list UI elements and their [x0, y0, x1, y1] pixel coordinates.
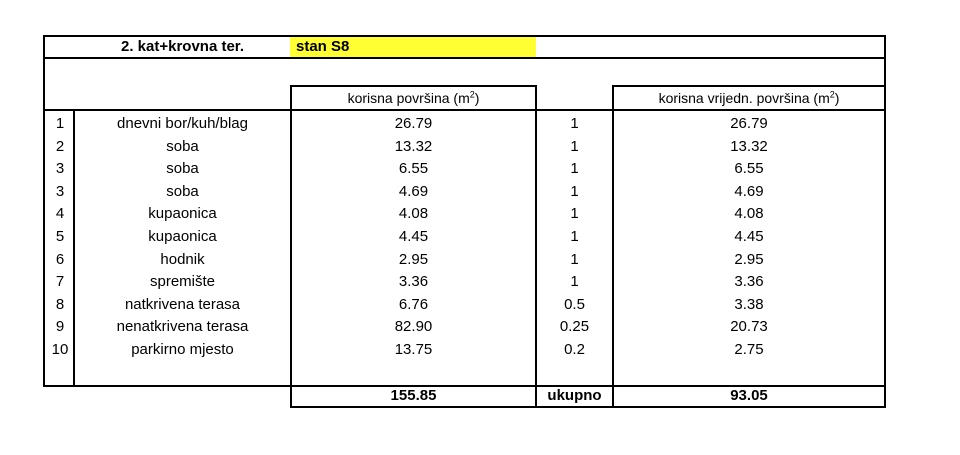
room-coefficient: 1 [570, 137, 579, 155]
unit-label: stan S8 [296, 38, 350, 55]
frame-body-bottom [43, 385, 292, 387]
room-value-area: 3.36 [734, 273, 764, 291]
value-area-column-header: korisna vrijedn. površina $(m^2)$ [658, 89, 840, 106]
row-number: 3 [55, 160, 65, 178]
room-coefficient: 1 [570, 228, 579, 245]
room-value-area: 2.75 [734, 341, 764, 358]
area-column-header: korisna površina $(m^2)$ [347, 89, 480, 106]
room-area: 4.45 [398, 228, 429, 245]
room-value-area: 26.79 [730, 115, 768, 132]
room-name: spremište [149, 273, 216, 291]
row-number: 5 [55, 228, 65, 245]
room-value-area: 3.38 [734, 295, 764, 313]
room-coefficient: 0.5 [564, 295, 585, 313]
room-value-area: 4.45 [734, 228, 764, 245]
frame-right [884, 35, 886, 408]
room-name: soba [166, 137, 199, 155]
room-value-area: 20.73 [730, 318, 768, 336]
room-coefficient: 0.2 [564, 341, 585, 358]
row-number: 1 [55, 115, 65, 132]
room-name: soba [166, 160, 199, 178]
room-value-area: 2.95 [734, 250, 764, 268]
room-value-area: 4.08 [734, 205, 764, 223]
room-area: 2.95 [398, 250, 429, 268]
room-coefficient: 0.25 [559, 318, 590, 336]
room-area: 26.79 [394, 115, 433, 132]
room-name: nenatkrivena terasa [116, 318, 249, 336]
room-area: 4.69 [398, 182, 429, 200]
frame-left [43, 35, 45, 385]
row-number: 2 [55, 137, 65, 155]
room-coefficient: 1 [570, 205, 579, 223]
room-area: 6.55 [398, 160, 429, 178]
room-name: kupaonica [148, 205, 217, 223]
area-total: 155.85 [390, 387, 437, 404]
room-name: kupaonica [148, 228, 217, 245]
room-area: 13.32 [394, 137, 433, 155]
floor-label: 2. kat+krovna ter. [121, 38, 244, 55]
room-value-area: 13.32 [730, 137, 768, 155]
value-area-total: 93.05 [730, 387, 768, 404]
room-value-area: 6.55 [734, 160, 764, 178]
row-number: 9 [55, 318, 65, 336]
row-number: 6 [55, 250, 65, 268]
room-name: natkrivena terasa [124, 295, 241, 313]
room-coefficient: 1 [570, 182, 579, 200]
room-name: dnevni bor/kuh/blag [117, 115, 248, 132]
room-coefficient: 1 [570, 273, 579, 291]
row-number: 8 [55, 295, 65, 313]
room-area: 82.90 [394, 318, 433, 336]
totals-label: ukupno [547, 387, 602, 404]
room-value-area: 4.69 [734, 182, 764, 200]
room-area: 13.75 [394, 341, 433, 358]
row-number: 10 [51, 341, 69, 358]
room-area: 4.08 [398, 205, 429, 223]
row-number: 4 [55, 205, 65, 223]
row-number: 3 [55, 182, 65, 200]
room-name: soba [166, 182, 199, 200]
room-area: 3.36 [398, 273, 429, 291]
room-coefficient: 1 [570, 250, 579, 268]
room-name: hodnik [160, 250, 205, 268]
room-name: parkirno mjesto [131, 341, 234, 358]
room-coefficient: 1 [570, 160, 579, 178]
row-number: 7 [55, 273, 65, 291]
room-coefficient: 1 [570, 115, 579, 132]
room-area: 6.76 [398, 295, 429, 313]
frame-section-line [43, 109, 886, 111]
